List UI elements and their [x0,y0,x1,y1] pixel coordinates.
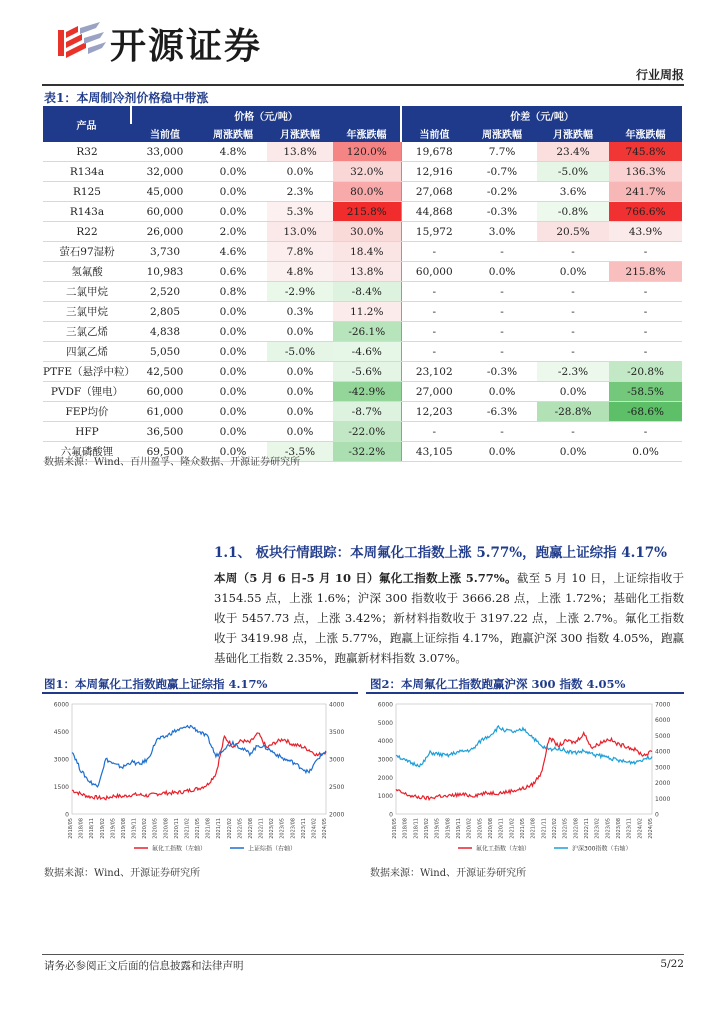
value-cell: 13.8% [333,262,401,282]
figure-2-chart [366,694,684,862]
product-cell: 氢氟酸 [43,262,131,282]
group-price: 价格（元/吨） [131,106,401,124]
value-cell: 23,102 [401,362,467,382]
value-cell: 32.0% [333,162,401,182]
value-cell: - [401,242,467,262]
value-cell: - [467,302,537,322]
col-header: 当前值 [131,124,199,142]
table-row [43,142,682,162]
value-cell: 3.0% [467,222,537,242]
value-cell: 44,868 [401,202,467,222]
x-tick: 2020/02 [142,818,149,839]
y-right-tick: 2000 [329,811,345,819]
table-row [43,382,682,402]
value-cell: 0.0% [467,262,537,282]
value-cell: -2.3% [537,362,609,382]
table-row [43,162,682,182]
x-tick: 2018/11 [413,818,420,839]
x-tick: 2023/08 [290,818,297,839]
value-cell: 2,805 [131,302,199,322]
value-cell: 0.0% [199,382,267,402]
value-cell: 215.8% [333,202,401,222]
value-cell: 36,500 [131,422,199,442]
y-right-tick: 4000 [655,748,671,756]
y-right-tick: 3000 [329,756,345,764]
brand-name: 开源证券 [110,26,263,67]
x-tick: 2021/08 [530,818,537,839]
table-row [43,282,682,302]
y-left-tick: 1500 [53,784,69,791]
value-cell: 0.0% [199,182,267,202]
value-cell: 7.7% [467,142,537,162]
x-tick: 2021/11 [216,818,223,839]
x-tick: 2022/02 [552,818,558,839]
value-cell: -68.6% [609,402,682,422]
col-header: 月涨跌幅 [267,124,333,142]
page-number: 5/22 [660,958,684,970]
value-cell: - [401,322,467,342]
y-left-tick: 4000 [377,738,393,746]
x-tick: 2018/11 [89,818,96,839]
x-tick: 2021/08 [205,818,212,839]
value-cell: 0.0% [199,162,267,182]
col-header: 年涨跌幅 [333,124,401,142]
x-tick: 2018/08 [78,818,85,839]
value-cell: 43,105 [401,442,467,462]
value-cell: - [609,242,682,262]
y-right-tick: 2500 [329,784,345,791]
value-cell: 766.6% [609,202,682,222]
table-row [43,262,682,282]
table-title: 表1：本周制冷剂价格稳中带涨 [44,91,209,105]
value-cell: 19,678 [401,142,467,162]
value-cell: - [537,342,609,362]
value-cell: 26,000 [131,222,199,242]
value-cell: - [401,302,467,322]
value-cell: 23.4% [537,142,609,162]
y-right-tick: 1000 [655,795,671,803]
value-cell: 13.8% [267,142,333,162]
y-right-tick: 2000 [655,780,671,788]
value-cell: -0.8% [537,202,609,222]
y-left-tick: 5000 [377,719,393,727]
x-tick: 2021/05 [520,818,526,839]
y-left-tick: 6000 [377,701,393,709]
value-cell: 5,050 [131,342,199,362]
product-cell: FEP均价 [43,402,131,422]
col-header: 周涨跌幅 [467,124,537,142]
table-row [43,342,682,362]
product-cell: 三氯甲烷 [43,302,131,322]
figure-1-title: 图1：本周氟化工指数跑赢上证综指 4.17% [44,677,268,691]
value-cell: -22.0% [333,422,401,442]
value-cell: -5.0% [267,342,333,362]
y-left-tick: 3000 [53,756,69,764]
x-tick: 2021/02 [509,818,516,839]
x-tick: 2023/02 [594,818,601,839]
value-cell: 4,838 [131,322,199,342]
header-divider [42,84,684,86]
value-cell: 30.0% [333,222,401,242]
figure-2-title: 图2：本周氟化工指数跑赢沪深 300 指数 4.05% [370,677,626,691]
value-cell: 43.9% [609,222,682,242]
table-row [43,242,682,262]
x-tick: 2021/05 [195,818,201,839]
col-product: 产品 [43,106,131,142]
x-tick: 2024/02 [311,818,318,839]
value-cell: 2.3% [267,182,333,202]
y-right-tick: 3500 [329,729,345,736]
value-cell: - [537,282,609,302]
x-tick: 2018/05 [392,818,398,839]
x-tick: 2022/05 [562,818,569,839]
value-cell: 61,000 [131,402,199,422]
refrigerant-price-table [43,106,682,462]
value-cell: 7.8% [267,242,333,262]
value-cell: 10,983 [131,262,199,282]
value-cell: 215.8% [609,262,682,282]
value-cell: -58.5% [609,382,682,402]
value-cell: 0.0% [609,442,682,462]
col-header: 月涨跌幅 [537,124,609,142]
x-tick: 2020/05 [477,818,484,839]
x-tick: 2019/11 [456,818,462,839]
figure-2-source: 数据来源：Wind、开源证券研究所 [370,868,527,879]
figure-2-frame [366,692,684,862]
value-cell: 5.3% [267,202,333,222]
value-cell: 0.8% [199,282,267,302]
value-cell: 3,730 [131,242,199,262]
value-cell: 0.0% [199,442,267,462]
table-row [43,302,682,322]
legend-label: 上证综指（右轴） [248,845,297,853]
y-right-tick: 6000 [655,717,671,725]
value-cell: - [401,282,467,302]
value-cell: 0.0% [267,382,333,402]
y-right-tick: 7000 [655,701,671,709]
x-tick: 2021/02 [184,818,191,839]
group-spread: 价差（元/吨） [401,106,682,124]
figure-1-chart [42,694,358,862]
product-cell: PTFE（悬浮中粒） [43,362,131,382]
figure-1-frame [42,692,358,862]
value-cell: 0.0% [467,442,537,462]
y-left-tick: 0 [65,811,69,819]
x-tick: 2024/02 [637,818,644,839]
y-left-tick: 0 [389,811,393,819]
value-cell: - [609,322,682,342]
figure-1-source: 数据来源：Wind、开源证券研究所 [44,868,201,879]
value-cell: - [609,342,682,362]
value-cell: 60,000 [131,382,199,402]
value-cell: 0.0% [199,202,267,222]
legend-label: 氟化工指数（左轴） [476,845,531,853]
value-cell: -5.6% [333,362,401,382]
value-cell: 60,000 [131,202,199,222]
x-tick: 2022/05 [237,818,244,839]
value-cell: 4.6% [199,242,267,262]
value-cell: -0.2% [467,182,537,202]
x-tick: 2023/08 [616,818,622,839]
y-left-tick: 3000 [377,756,393,764]
value-cell: -3.5% [267,442,333,462]
product-cell: 六氟磷酸锂 [43,442,131,462]
table-row [43,322,682,342]
value-cell: - [609,422,682,442]
x-tick: 2021/11 [541,818,548,839]
y-left-tick: 6000 [53,701,69,709]
value-cell: 745.8% [609,142,682,162]
value-cell: 136.3% [609,162,682,182]
series-line-0 [396,733,652,800]
y-right-tick: 3000 [655,764,671,772]
value-cell: 0.0% [199,322,267,342]
product-cell: R32 [43,142,131,162]
value-cell: - [401,422,467,442]
value-cell: -42.9% [333,382,401,402]
value-cell: -32.2% [333,442,401,462]
x-tick: 2022/08 [247,818,254,839]
y-left-tick: 1000 [377,793,393,801]
x-tick: 2023/05 [279,818,286,839]
value-cell: - [467,342,537,362]
value-cell: -8.7% [333,402,401,422]
value-cell: -28.8% [537,402,609,422]
value-cell: -4.6% [333,342,401,362]
x-tick: 2020/08 [163,818,170,839]
value-cell: 0.3% [267,302,333,322]
value-cell: 241.7% [609,182,682,202]
value-cell: 69,500 [131,442,199,462]
value-cell: -5.0% [537,162,609,182]
x-tick: 2019/08 [120,818,127,839]
value-cell: 80.0% [333,182,401,202]
value-cell: 2,520 [131,282,199,302]
col-header: 周涨跌幅 [199,124,267,142]
report-type: 行业周报 [635,68,684,82]
value-cell: 0.0% [267,162,333,182]
col-header: 当前值 [401,124,467,142]
x-tick: 2019/05 [110,818,117,839]
x-tick: 2019/02 [99,818,106,839]
legend-label: 氟化工指数（左轴） [152,845,207,853]
value-cell: -8.4% [333,282,401,302]
value-cell: - [537,422,609,442]
value-cell: 32,000 [131,162,199,182]
footer-disclaimer: 请务必参阅正文后面的信息披露和法律声明 [44,960,244,972]
brand-logo-icon [56,22,106,62]
value-cell: 0.0% [199,422,267,442]
footer-divider [42,954,684,955]
value-cell: 0.0% [537,382,609,402]
table-row [43,222,682,242]
value-cell: 2.0% [199,222,267,242]
value-cell: -6.3% [467,402,537,422]
value-cell: 20.5% [537,222,609,242]
x-tick: 2024/05 [322,818,328,839]
series-line-1 [72,726,326,787]
x-tick: 2023/02 [269,818,276,839]
value-cell: -0.3% [467,202,537,222]
x-tick: 2023/11 [626,818,633,839]
table-source: 数据来源：Wind、百川盈孚、隆众数据、开源证券研究所 [44,457,301,468]
value-cell: -0.7% [467,162,537,182]
value-cell: 0.0% [199,362,267,382]
value-cell: - [467,242,537,262]
product-cell: R22 [43,222,131,242]
product-cell: 二氯甲烷 [43,282,131,302]
x-tick: 2023/11 [300,818,307,839]
value-cell: - [467,282,537,302]
series-line-0 [72,733,326,800]
product-cell: R134a [43,162,131,182]
value-cell: - [401,342,467,362]
value-cell: - [537,302,609,322]
value-cell: 12,203 [401,402,467,422]
value-cell: 13.0% [267,222,333,242]
value-cell: 0.0% [267,362,333,382]
x-tick: 2019/05 [434,818,441,839]
value-cell: 0.0% [537,442,609,462]
product-cell: 萤石97湿粉 [43,242,131,262]
value-cell: - [537,322,609,342]
value-cell: 0.0% [467,382,537,402]
value-cell: 0.0% [267,422,333,442]
product-cell: R143a [43,202,131,222]
x-tick: 2024/05 [648,818,654,839]
x-tick: 2022/11 [258,818,265,839]
table-row [43,182,682,202]
y-left-tick: 2000 [377,774,393,782]
value-cell: 0.0% [537,262,609,282]
y-right-tick: 0 [655,811,659,819]
x-tick: 2022/11 [584,818,590,839]
value-cell: 3.6% [537,182,609,202]
value-cell: 0.0% [199,342,267,362]
product-cell: HFP [43,422,131,442]
value-cell: -26.1% [333,322,401,342]
table-row [43,202,682,222]
x-tick: 2020/02 [466,818,473,839]
y-right-tick: 4000 [329,701,345,709]
value-cell: 15,972 [401,222,467,242]
section-title: 1.1、 板块行情跟踪：本周氟化工指数上涨 5.77%，跑赢上证综指 4.17% [214,545,668,561]
x-tick: 2019/11 [131,818,138,839]
product-cell: 四氯乙烯 [43,342,131,362]
value-cell: - [609,302,682,322]
x-tick: 2019/08 [445,818,452,839]
y-right-tick: 5000 [655,732,671,740]
value-cell: 4.8% [199,142,267,162]
value-cell: 11.2% [333,302,401,322]
value-cell: 42,500 [131,362,199,382]
table-row [43,402,682,422]
x-tick: 2022/02 [226,818,233,839]
legend-label: 沪深300指数（右轴） [572,845,632,853]
value-cell: 45,000 [131,182,199,202]
value-cell: -0.3% [467,362,537,382]
table-row [43,422,682,442]
value-cell: 0.0% [199,402,267,422]
x-tick: 2020/08 [488,818,494,839]
value-cell: - [467,322,537,342]
value-cell: 12,916 [401,162,467,182]
y-left-tick: 4500 [53,729,69,736]
section-lead: 本周（5 月 6 日-5 月 10 日）氟化工指数上涨 5.77%。 [214,571,517,585]
value-cell: 0.0% [199,302,267,322]
product-cell: R125 [43,182,131,202]
value-cell: 27,000 [401,382,467,402]
value-cell: 4.8% [267,262,333,282]
x-tick: 2022/08 [573,818,580,839]
x-tick: 2020/11 [498,818,505,839]
section-paragraph [214,568,684,668]
value-cell: - [467,422,537,442]
product-cell: PVDF（锂电） [43,382,131,402]
value-cell: 0.0% [267,402,333,422]
value-cell: -2.9% [267,282,333,302]
x-tick: 2023/05 [605,818,612,839]
value-cell: - [609,282,682,302]
value-cell: 0.0% [267,322,333,342]
x-tick: 2019/02 [424,818,430,839]
value-cell: 18.4% [333,242,401,262]
value-cell: - [537,242,609,262]
product-cell: 三氯乙烯 [43,322,131,342]
value-cell: 33,000 [131,142,199,162]
value-cell: 60,000 [401,262,467,282]
value-cell: 120.0% [333,142,401,162]
value-cell: -20.8% [609,362,682,382]
x-tick: 2020/11 [173,818,180,839]
x-tick: 2018/08 [402,818,409,839]
value-cell: 0.6% [199,262,267,282]
x-tick: 2018/05 [68,818,74,839]
x-tick: 2020/05 [152,818,159,839]
section-body: 截至 5 月 10 日，上证综指收于 3154.55 点，上涨 1.6%；沪深 300 指数收于 3666.28 点，上涨 1.72%；基础化工指数收于 5457.73 点，上涨 3.42%；新材料指数收于 3197.22 点，上涨 2.7%。氟化工指数收于 3419.98 点，上涨 5.77%，跑赢上证综指 4.17%，跑赢沪深 300 指数 4.05%，跑赢基础化工指数 2.35%，跑赢新材料指数 3.07%。 [214,571,684,665]
value-cell: 27,068 [401,182,467,202]
series-line-1 [396,726,652,767]
table-row [43,362,682,382]
col-header: 年涨跌幅 [609,124,682,142]
